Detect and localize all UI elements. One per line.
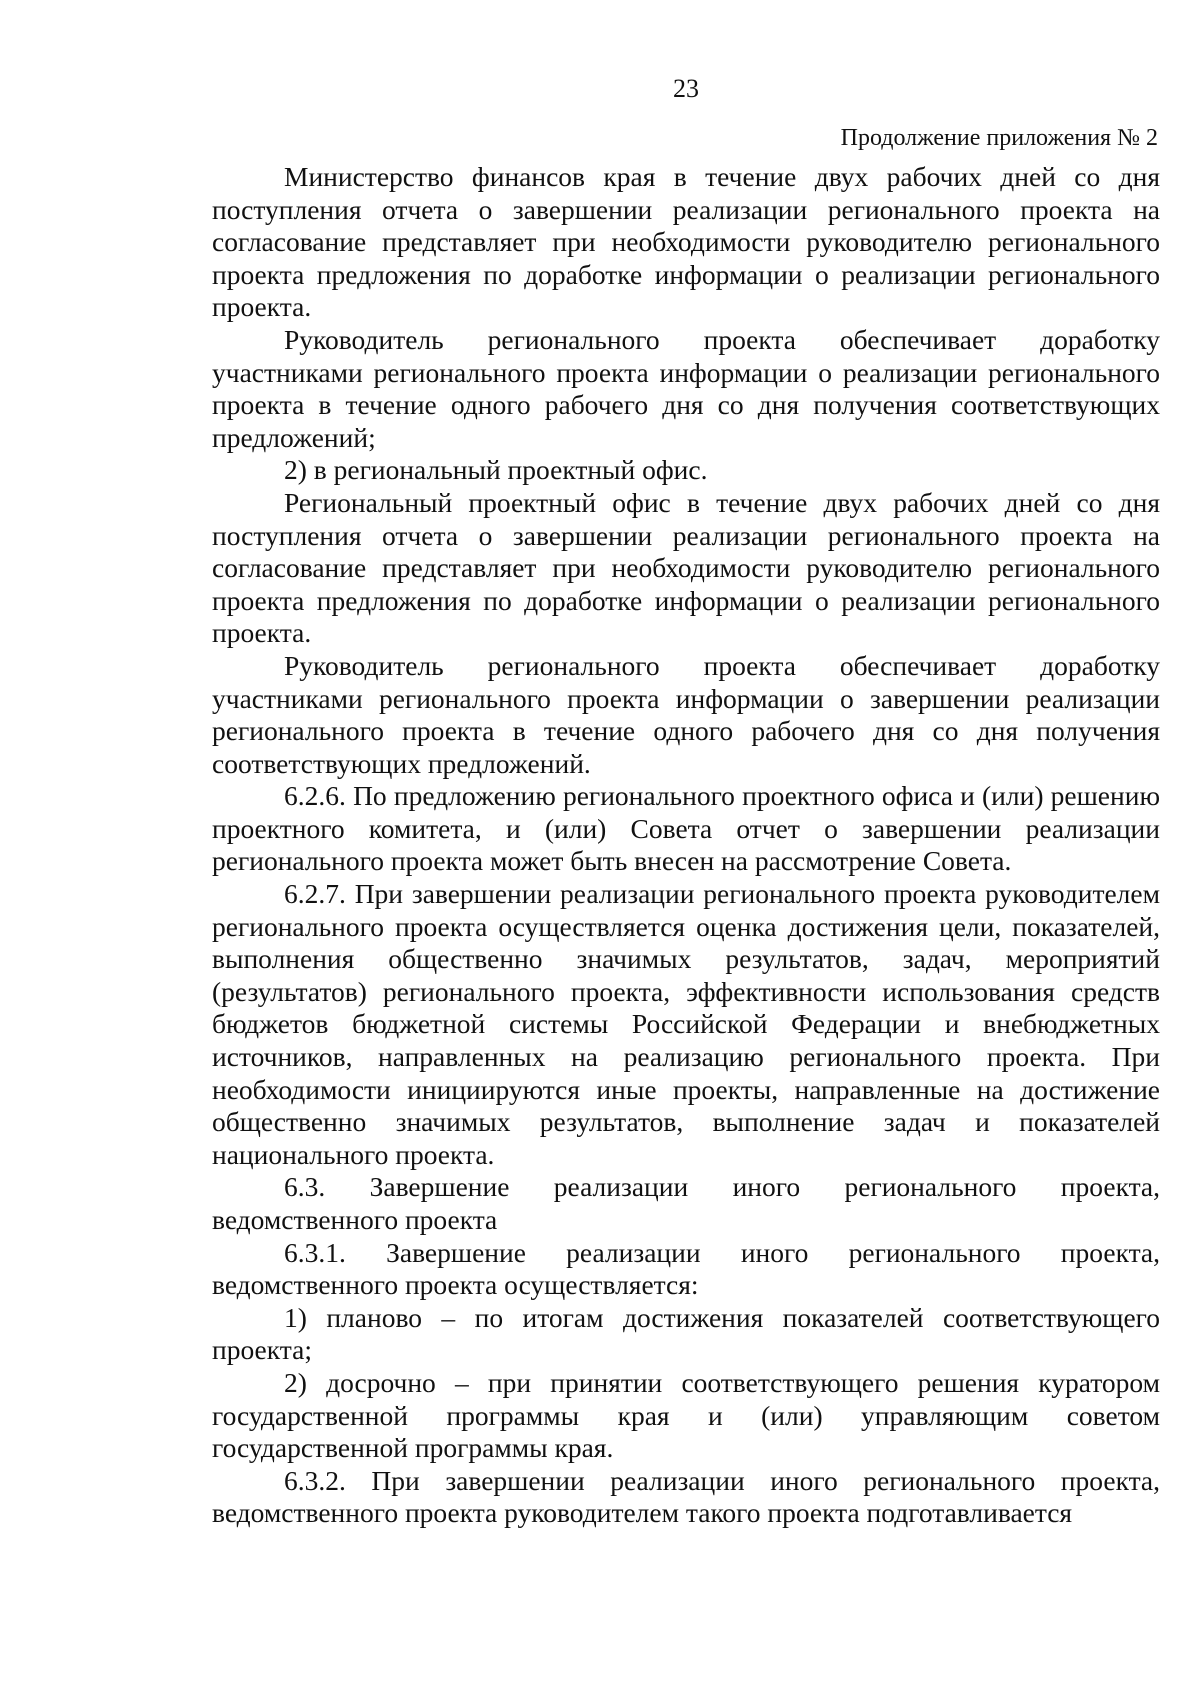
paragraph: 1) планово – по итогам достижения показателей соответствующего проекта; xyxy=(212,1301,1160,1366)
paragraph: 6.3.1. Завершение реализации иного регионального проекта, ведомственного проекта осуществляется: xyxy=(212,1236,1160,1301)
paragraph: 6.2.6. По предложению регионального проектного офиса и (или) решению проектного комитета, и (или) Совета отчет о завершении реализации регионального проекта может быть внесен на рассмотрение Совета. xyxy=(212,780,1160,877)
paragraph: Руководитель регионального проекта обеспечивает доработку участниками регионального проекта информации о реализации регионального проекта в течение одного рабочего дня со дня получения соответствующих предложений; xyxy=(212,323,1160,453)
paragraph: 6.2.7. При завершении реализации регионального проекта руководителем регионального проекта осуществляется оценка достижения цели, показателей, выполнения общественно значимых результатов, задач, мероприятий (результатов) регионального проекта, эффективности использования средств бюджетов бюджетной системы Российской Федерации и внебюджетных источников, направленных на реализацию регионального проекта. При необходимости инициируются иные проекты, направленные на достижение общественно значимых результатов, выполнение задач и показателей национального проекта. xyxy=(212,878,1160,1170)
paragraph: Министерство финансов края в течение двух рабочих дней со дня поступления отчета о завершении реализации регионального проекта на согласование представляет при необходимости руководителю регионального проекта предложения по доработке информации о реализации регионального проекта. xyxy=(212,161,1160,323)
document-body xyxy=(212,161,1160,1530)
paragraph: Региональный проектный офис в течение двух рабочих дней со дня поступления отчета о завершении реализации регионального проекта на согласование представляет при необходимости руководителю регионального проекта предложения по доработке информации о реализации регионального проекта. xyxy=(212,486,1160,649)
paragraph: 2) в региональный проектный офис. xyxy=(284,454,708,486)
appendix-continuation-note: Продолжение приложения № 2 xyxy=(840,125,1158,151)
page-number: 23 xyxy=(673,74,699,103)
paragraph: 6.3. Завершение реализации иного регионального проекта, ведомственного проекта xyxy=(212,1171,1160,1235)
paragraph: Руководитель регионального проекта обеспечивает доработку участниками регионального проекта информации о завершении реализации регионального проекта в течение одного рабочего дня со дня получения соответствующих предложений. xyxy=(212,649,1160,779)
paragraph: 6.3.2. При завершении реализации иного регионального проекта, ведомственного проекта руководителем такого проекта подготавливается xyxy=(212,1464,1160,1529)
paragraph: 2) досрочно – при принятии соответствующего решения куратором государственной программы края и (или) управляющим советом государственной программы края. xyxy=(212,1366,1160,1464)
